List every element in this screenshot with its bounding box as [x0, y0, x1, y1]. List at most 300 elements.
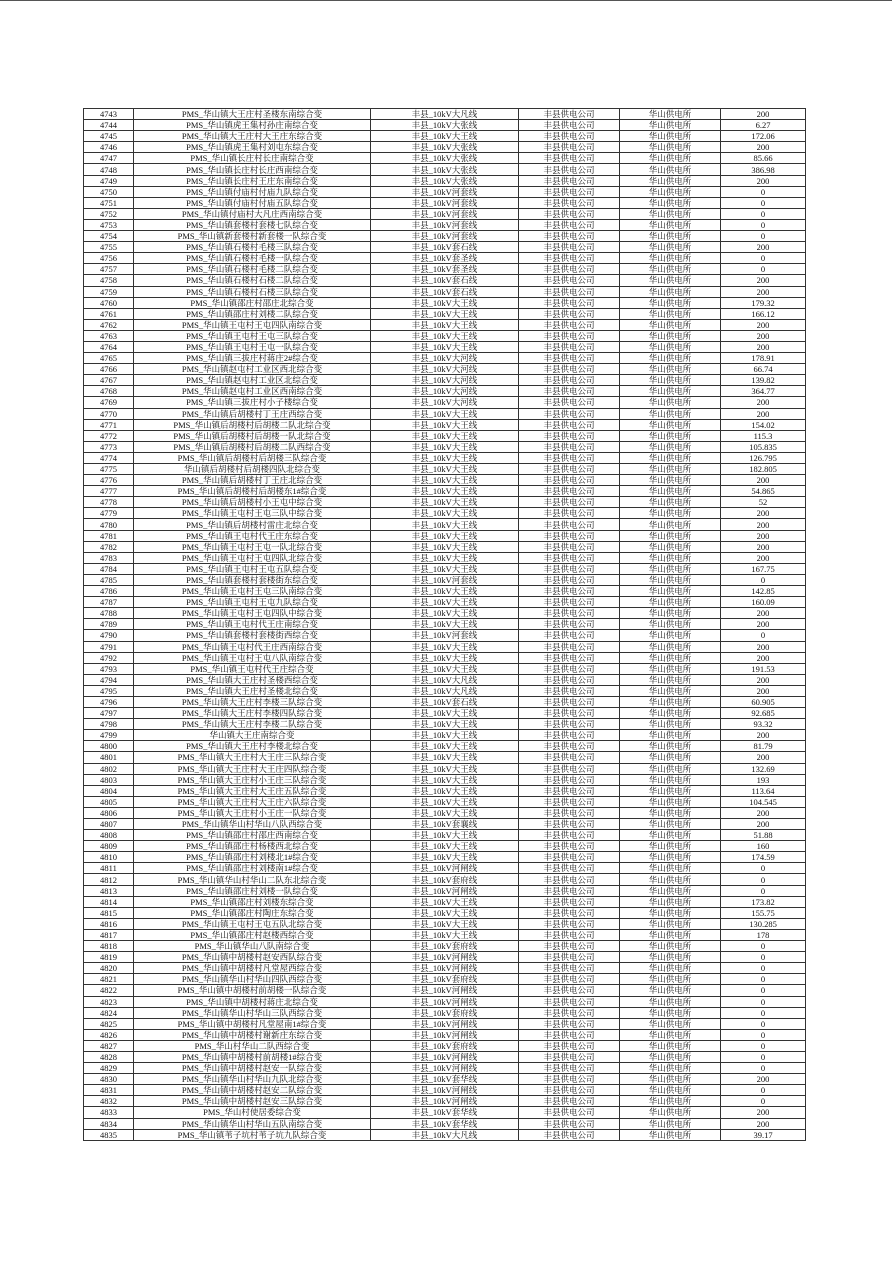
cell-company: 丰县供电公司: [519, 308, 620, 319]
cell-capacity: 178: [721, 929, 806, 940]
table-row: [84, 918, 806, 929]
cell-company: 丰县供电公司: [519, 807, 620, 818]
cell-line: 丰县_10kV大凡线: [371, 1129, 519, 1140]
cell-capacity: 93.32: [721, 719, 806, 730]
cell-capacity: 0: [721, 1051, 806, 1062]
cell-line: 丰县_10kV河闸线: [371, 963, 519, 974]
cell-line: 丰县_10kV大王线: [371, 552, 519, 563]
table-row: [84, 674, 806, 685]
cell-station: 华山供电所: [620, 563, 721, 574]
cell-capacity: 200: [721, 619, 806, 630]
cell-station: 华山供电所: [620, 297, 721, 308]
cell-line: 丰县_10kV大王线: [371, 619, 519, 630]
cell-line: 丰县_10kV大王线: [371, 452, 519, 463]
cell-capacity: 81.79: [721, 741, 806, 752]
cell-id: 4754: [84, 231, 134, 242]
cell-capacity: 200: [721, 341, 806, 352]
cell-name: PMS_华山镇苇子坑村苇子坑九队综合变: [134, 1129, 371, 1140]
table-row: [84, 486, 806, 497]
cell-company: 丰县供电公司: [519, 730, 620, 741]
cell-line: 丰县_10kV大王线: [371, 330, 519, 341]
cell-name: PMS_华山镇后胡楼村后胡楼二队北综合变: [134, 419, 371, 430]
cell-name: PMS_华山镇中胡楼村前胡楼一队综合变: [134, 985, 371, 996]
cell-name: PMS_华山镇赵屯村工业区西南综合变: [134, 386, 371, 397]
table-row: [84, 574, 806, 585]
cell-line: 丰县_10kV大凡线: [371, 685, 519, 696]
cell-station: 华山供电所: [620, 874, 721, 885]
cell-capacity: 0: [721, 952, 806, 963]
cell-station: 华山供电所: [620, 452, 721, 463]
table-row: [84, 541, 806, 552]
table-row: [84, 830, 806, 841]
cell-line: 丰县_10kV大张线: [371, 164, 519, 175]
cell-capacity: 182.805: [721, 464, 806, 475]
cell-name: PMS_华山镇王屯村王屯五队北综合变: [134, 918, 371, 929]
cell-capacity: 200: [721, 730, 806, 741]
cell-id: 4807: [84, 819, 134, 830]
cell-id: 4789: [84, 619, 134, 630]
cell-capacity: 167.75: [721, 563, 806, 574]
cell-id: 4777: [84, 486, 134, 497]
cell-company: 丰县供电公司: [519, 663, 620, 674]
cell-capacity: 200: [721, 530, 806, 541]
cell-line: 丰县_10kV大王线: [371, 319, 519, 330]
cell-company: 丰县供电公司: [519, 985, 620, 996]
cell-line: 丰县_10kV大王线: [371, 907, 519, 918]
cell-name: PMS_华山镇大王庄村小王庄一队综合变: [134, 807, 371, 818]
cell-station: 华山供电所: [620, 963, 721, 974]
cell-name: PMS_华山村华山二队西综合变: [134, 1040, 371, 1051]
table-row: [84, 175, 806, 186]
cell-name: PMS_华山镇后胡楼村后胡楼一队北综合变: [134, 430, 371, 441]
cell-station: 华山供电所: [620, 464, 721, 475]
table-row: [84, 275, 806, 286]
cell-line: 丰县_10kV河闸线: [371, 1029, 519, 1040]
cell-capacity: 200: [721, 752, 806, 763]
cell-line: 丰县_10kV河闸线: [371, 996, 519, 1007]
cell-capacity: 200: [721, 1118, 806, 1129]
cell-name: PMS_华山镇三拔庄村蒋庄2#综合变: [134, 353, 371, 364]
cell-capacity: 200: [721, 408, 806, 419]
table-row: [84, 353, 806, 364]
cell-company: 丰县供电公司: [519, 353, 620, 364]
cell-line: 丰县_10kV大王线: [371, 586, 519, 597]
table-row: [84, 131, 806, 142]
cell-name: PMS_华山镇付庙村付庙五队综合变: [134, 197, 371, 208]
substation-table: [83, 108, 806, 1141]
cell-capacity: 200: [721, 807, 806, 818]
cell-company: 丰县供电公司: [519, 685, 620, 696]
cell-name: PMS_华山镇王屯村王屯八队南综合变: [134, 652, 371, 663]
cell-name: PMS_华山镇王屯村王屯五队综合变: [134, 563, 371, 574]
cell-capacity: 200: [721, 175, 806, 186]
cell-name: PMS_华山镇后胡楼村雷庄北综合变: [134, 519, 371, 530]
cell-id: 4766: [84, 364, 134, 375]
cell-capacity: 0: [721, 1007, 806, 1018]
cell-station: 华山供电所: [620, 1051, 721, 1062]
cell-station: 华山供电所: [620, 841, 721, 852]
cell-capacity: 200: [721, 552, 806, 563]
cell-id: 4790: [84, 630, 134, 641]
cell-line: 丰县_10kV大王线: [371, 719, 519, 730]
cell-line: 丰县_10kV大王线: [371, 730, 519, 741]
cell-line: 丰县_10kV套府线: [371, 1007, 519, 1018]
cell-line: 丰县_10kV河套线: [371, 208, 519, 219]
cell-id: 4780: [84, 519, 134, 530]
cell-station: 华山供电所: [620, 186, 721, 197]
cell-name: PMS_华山镇石楼村石楼二队综合变: [134, 275, 371, 286]
cell-station: 华山供电所: [620, 330, 721, 341]
cell-company: 丰县供电公司: [519, 109, 620, 120]
cell-company: 丰县供电公司: [519, 841, 620, 852]
cell-station: 华山供电所: [620, 730, 721, 741]
cell-company: 丰县供电公司: [519, 1096, 620, 1107]
cell-capacity: 132.69: [721, 763, 806, 774]
cell-id: 4806: [84, 807, 134, 818]
cell-name: PMS_华山镇大王庄村圣楼东南综合变: [134, 109, 371, 120]
table-row: [84, 1085, 806, 1096]
cell-capacity: 139.82: [721, 375, 806, 386]
cell-line: 丰县_10kV大河线: [371, 353, 519, 364]
cell-id: 4767: [84, 375, 134, 386]
cell-name: PMS_华山镇套楼村套楼街西综合变: [134, 630, 371, 641]
table-row: [84, 375, 806, 386]
cell-id: 4765: [84, 353, 134, 364]
cell-station: 华山供电所: [620, 175, 721, 186]
cell-company: 丰县供电公司: [519, 519, 620, 530]
cell-capacity: 386.98: [721, 164, 806, 175]
cell-capacity: 130.285: [721, 918, 806, 929]
cell-station: 华山供电所: [620, 375, 721, 386]
table-row: [84, 164, 806, 175]
cell-line: 丰县_10kV河闸线: [371, 885, 519, 896]
cell-id: 4758: [84, 275, 134, 286]
cell-capacity: 85.66: [721, 153, 806, 164]
cell-company: 丰县供电公司: [519, 863, 620, 874]
cell-name: PMS_华山镇大王庄村大王庄六队综合变: [134, 796, 371, 807]
cell-capacity: 54.865: [721, 486, 806, 497]
cell-station: 华山供电所: [620, 896, 721, 907]
cell-company: 丰县供电公司: [519, 608, 620, 619]
cell-station: 华山供电所: [620, 708, 721, 719]
cell-line: 丰县_10kV套石线: [371, 242, 519, 253]
cell-line: 丰县_10kV大王线: [371, 475, 519, 486]
cell-capacity: 0: [721, 941, 806, 952]
table-row: [84, 896, 806, 907]
table-row: [84, 708, 806, 719]
table-row: [84, 153, 806, 164]
cell-line: 丰县_10kV套华线: [371, 1074, 519, 1085]
cell-company: 丰县供电公司: [519, 530, 620, 541]
cell-station: 华山供电所: [620, 885, 721, 896]
table-row: [84, 685, 806, 696]
cell-line: 丰县_10kV大王线: [371, 441, 519, 452]
cell-company: 丰县供电公司: [519, 1051, 620, 1062]
cell-name: PMS_华山镇王屯村王屯四队南综合变: [134, 319, 371, 330]
cell-id: 4768: [84, 386, 134, 397]
cell-capacity: 179.32: [721, 297, 806, 308]
cell-name: PMS_华山镇中胡楼村赵安一队综合变: [134, 1063, 371, 1074]
cell-id: 4808: [84, 830, 134, 841]
cell-name: PMS_华山镇中胡楼村赵安三队综合变: [134, 1096, 371, 1107]
cell-station: 华山供电所: [620, 1007, 721, 1018]
cell-company: 丰县供电公司: [519, 120, 620, 131]
cell-name: PMS_华山镇虎王集村孙庄南综合变: [134, 120, 371, 131]
cell-name: PMS_华山镇中胡楼村凡堂屋西综合变: [134, 963, 371, 974]
cell-id: 4753: [84, 219, 134, 230]
cell-line: 丰县_10kV大王线: [371, 530, 519, 541]
cell-company: 丰县供电公司: [519, 896, 620, 907]
cell-name: PMS_华山镇大王庄村大王庄五队综合变: [134, 785, 371, 796]
cell-name: PMS_华山镇石楼村毛楼一队综合变: [134, 253, 371, 264]
table-row: [84, 219, 806, 230]
cell-station: 华山供电所: [620, 819, 721, 830]
cell-station: 华山供电所: [620, 197, 721, 208]
cell-station: 华山供电所: [620, 1018, 721, 1029]
table-row: [84, 907, 806, 918]
cell-name: PMS_华山镇王屯村代王庄东综合变: [134, 530, 371, 541]
cell-capacity: 200: [721, 286, 806, 297]
cell-id: 4764: [84, 341, 134, 352]
cell-capacity: 200: [721, 1074, 806, 1085]
cell-line: 丰县_10kV大王线: [371, 563, 519, 574]
table-row: [84, 1040, 806, 1051]
cell-line: 丰县_10kV大王线: [371, 807, 519, 818]
table-row: [84, 996, 806, 1007]
cell-id: 4801: [84, 752, 134, 763]
cell-line: 丰县_10kV河套线: [371, 186, 519, 197]
cell-company: 丰县供电公司: [519, 830, 620, 841]
cell-id: 4773: [84, 441, 134, 452]
cell-capacity: 200: [721, 508, 806, 519]
cell-station: 华山供电所: [620, 1107, 721, 1118]
cell-capacity: 200: [721, 652, 806, 663]
table-row: [84, 663, 806, 674]
cell-line: 丰县_10kV河闸线: [371, 1063, 519, 1074]
table-row: [84, 952, 806, 963]
cell-capacity: 0: [721, 264, 806, 275]
table-row: [84, 885, 806, 896]
cell-company: 丰县供电公司: [519, 242, 620, 253]
cell-id: 4788: [84, 608, 134, 619]
cell-station: 华山供电所: [620, 286, 721, 297]
table-row: [84, 741, 806, 752]
cell-line: 丰县_10kV大王线: [371, 408, 519, 419]
cell-station: 华山供电所: [620, 996, 721, 1007]
cell-company: 丰县供电公司: [519, 375, 620, 386]
cell-line: 丰县_10kV套华线: [371, 1118, 519, 1129]
cell-company: 丰县供电公司: [519, 131, 620, 142]
cell-station: 华山供电所: [620, 597, 721, 608]
cell-id: 4749: [84, 175, 134, 186]
cell-company: 丰县供电公司: [519, 297, 620, 308]
table-row: [84, 464, 806, 475]
cell-line: 丰县_10kV大张线: [371, 120, 519, 131]
cell-id: 4786: [84, 586, 134, 597]
table-row: [84, 552, 806, 563]
table-row: [84, 452, 806, 463]
cell-line: 丰县_10kV大王线: [371, 774, 519, 785]
cell-name: PMS_华山镇邵庄村赵楼西综合变: [134, 929, 371, 940]
table-row: [84, 696, 806, 707]
cell-id: 4811: [84, 863, 134, 874]
cell-company: 丰县供电公司: [519, 552, 620, 563]
cell-capacity: 172.06: [721, 131, 806, 142]
cell-id: 4743: [84, 109, 134, 120]
cell-id: 4810: [84, 852, 134, 863]
cell-capacity: 6.27: [721, 120, 806, 131]
cell-line: 丰县_10kV大王线: [371, 608, 519, 619]
cell-company: 丰县供电公司: [519, 508, 620, 519]
cell-station: 华山供电所: [620, 142, 721, 153]
cell-id: 4744: [84, 120, 134, 131]
cell-capacity: 154.02: [721, 419, 806, 430]
cell-name: PMS_华山镇大王庄村大王庄三队综合变: [134, 752, 371, 763]
cell-line: 丰县_10kV大王线: [371, 918, 519, 929]
cell-id: 4794: [84, 674, 134, 685]
cell-capacity: 160.09: [721, 597, 806, 608]
cell-company: 丰县供电公司: [519, 852, 620, 863]
cell-company: 丰县供电公司: [519, 341, 620, 352]
cell-name: PMS_华山镇王屯村代王庄南综合变: [134, 619, 371, 630]
cell-company: 丰县供电公司: [519, 652, 620, 663]
cell-id: 4745: [84, 131, 134, 142]
table-row: [84, 109, 806, 120]
cell-company: 丰县供电公司: [519, 918, 620, 929]
cell-name: PMS_华山镇邵庄村邵庄西南综合变: [134, 830, 371, 841]
cell-line: 丰县_10kV大王线: [371, 852, 519, 863]
cell-station: 华山供电所: [620, 574, 721, 585]
cell-name: PMS_华山镇大王庄村大王庄东综合变: [134, 131, 371, 142]
table-row: [84, 1118, 806, 1129]
cell-id: 4798: [84, 719, 134, 730]
cell-station: 华山供电所: [620, 208, 721, 219]
table-row: [84, 242, 806, 253]
cell-id: 4750: [84, 186, 134, 197]
cell-id: 4809: [84, 841, 134, 852]
cell-capacity: 0: [721, 885, 806, 896]
cell-station: 华山供电所: [620, 941, 721, 952]
cell-line: 丰县_10kV大王线: [371, 508, 519, 519]
table-row: [84, 1096, 806, 1107]
cell-id: 4832: [84, 1096, 134, 1107]
cell-company: 丰县供电公司: [519, 452, 620, 463]
cell-station: 华山供电所: [620, 1040, 721, 1051]
cell-station: 华山供电所: [620, 1096, 721, 1107]
cell-company: 丰县供电公司: [519, 464, 620, 475]
cell-line: 丰县_10kV大王线: [371, 841, 519, 852]
table-row: [84, 586, 806, 597]
cell-id: 4802: [84, 763, 134, 774]
table-row: [84, 563, 806, 574]
cell-station: 华山供电所: [620, 552, 721, 563]
table-row: [84, 475, 806, 486]
cell-station: 华山供电所: [620, 164, 721, 175]
cell-name: PMS_华山镇后胡楼村丁王庄北综合变: [134, 475, 371, 486]
cell-id: 4793: [84, 663, 134, 674]
cell-name: PMS_华山镇华山八队南综合变: [134, 941, 371, 952]
cell-station: 华山供电所: [620, 685, 721, 696]
cell-station: 华山供电所: [620, 785, 721, 796]
cell-company: 丰县供电公司: [519, 208, 620, 219]
cell-station: 华山供电所: [620, 275, 721, 286]
cell-station: 华山供电所: [620, 508, 721, 519]
cell-company: 丰县供电公司: [519, 907, 620, 918]
table-row: [84, 841, 806, 852]
table-row: [84, 929, 806, 940]
cell-station: 华山供电所: [620, 131, 721, 142]
cell-name: PMS_华山镇石楼村毛楼二队综合变: [134, 264, 371, 275]
cell-line: 丰县_10kV大王线: [371, 929, 519, 940]
cell-name: PMS_华山镇石楼村毛楼三队综合变: [134, 242, 371, 253]
cell-capacity: 200: [721, 685, 806, 696]
cell-name: PMS_华山镇王屯村王屯一队北综合变: [134, 541, 371, 552]
cell-station: 华山供电所: [620, 530, 721, 541]
cell-capacity: 193: [721, 774, 806, 785]
cell-name: PMS_华山镇后胡楼村丁王庄西综合变: [134, 408, 371, 419]
cell-company: 丰县供电公司: [519, 974, 620, 985]
cell-company: 丰县供电公司: [519, 441, 620, 452]
cell-name: PMS_华山镇套楼村套楼七队综合变: [134, 219, 371, 230]
cell-line: 丰县_10kV大王线: [371, 763, 519, 774]
cell-id: 4756: [84, 253, 134, 264]
cell-station: 华山供电所: [620, 929, 721, 940]
cell-company: 丰县供电公司: [519, 1063, 620, 1074]
cell-name: PMS_华山镇王屯村王屯三队南综合变: [134, 586, 371, 597]
cell-capacity: 0: [721, 1018, 806, 1029]
table-row: [84, 341, 806, 352]
cell-capacity: 200: [721, 674, 806, 685]
cell-station: 华山供电所: [620, 652, 721, 663]
cell-station: 华山供电所: [620, 386, 721, 397]
cell-id: 4796: [84, 696, 134, 707]
cell-name: PMS_华山镇华山村华山二队东北综合变: [134, 874, 371, 885]
table-row: [84, 497, 806, 508]
cell-id: 4751: [84, 197, 134, 208]
cell-id: 4821: [84, 974, 134, 985]
cell-line: 丰县_10kV大王线: [371, 641, 519, 652]
cell-name: PMS_华山镇邵庄村刘楼南1#综合变: [134, 863, 371, 874]
cell-line: 丰县_10kV套府线: [371, 1040, 519, 1051]
cell-company: 丰县供电公司: [519, 253, 620, 264]
cell-company: 丰县供电公司: [519, 219, 620, 230]
cell-station: 华山供电所: [620, 341, 721, 352]
cell-line: 丰县_10kV大河线: [371, 375, 519, 386]
cell-station: 华山供电所: [620, 719, 721, 730]
cell-id: 4771: [84, 419, 134, 430]
cell-station: 华山供电所: [620, 918, 721, 929]
cell-name: PMS_华山镇赵屯村工业区西北综合变: [134, 364, 371, 375]
cell-station: 华山供电所: [620, 419, 721, 430]
table-row: [84, 120, 806, 131]
cell-station: 华山供电所: [620, 674, 721, 685]
cell-capacity: 0: [721, 186, 806, 197]
table-row: [84, 186, 806, 197]
cell-name: PMS_华山镇王屯村代王庄西南综合变: [134, 641, 371, 652]
cell-company: 丰县供电公司: [519, 774, 620, 785]
cell-name: PMS_华山镇大王庄村李楼四队综合变: [134, 708, 371, 719]
table-row: [84, 597, 806, 608]
cell-line: 丰县_10kV大凡线: [371, 674, 519, 685]
cell-name: PMS_华山镇邵庄村刘楼二队综合变: [134, 308, 371, 319]
cell-company: 丰县供电公司: [519, 708, 620, 719]
table-row: [84, 963, 806, 974]
cell-station: 华山供电所: [620, 741, 721, 752]
cell-station: 华山供电所: [620, 231, 721, 242]
cell-name: PMS_华山镇王屯村王屯三队综合变: [134, 330, 371, 341]
table-row: [84, 208, 806, 219]
cell-company: 丰县供电公司: [519, 796, 620, 807]
